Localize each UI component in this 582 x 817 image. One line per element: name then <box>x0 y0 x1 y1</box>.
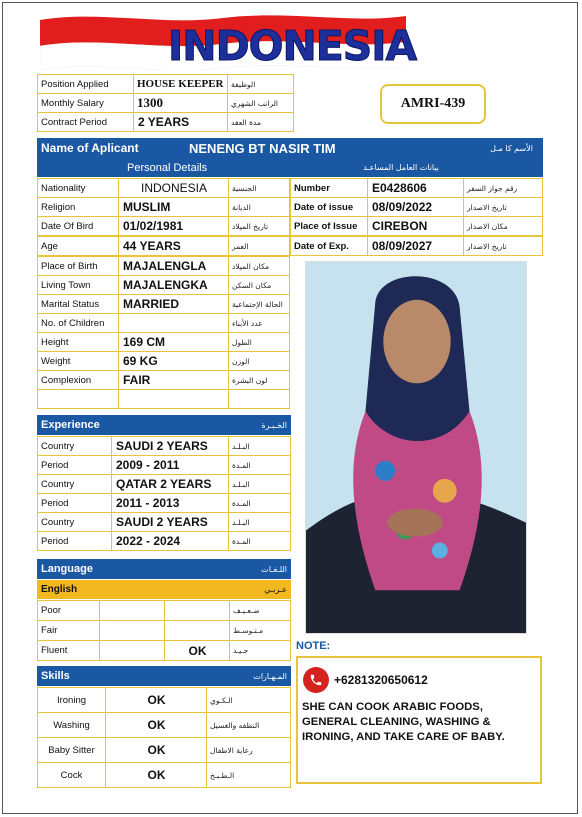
personal-row-arabic: تاريخ الميلاد <box>228 216 290 236</box>
skill-row-label: Ironing <box>37 687 106 713</box>
passport-row-value: 08/09/2022 <box>367 197 464 217</box>
personal-row-empty <box>118 389 229 409</box>
position-arabic: الوظيفة <box>227 74 294 94</box>
personal-row-value: MARRIED <box>118 294 229 314</box>
skill-row-value: OK <box>105 737 207 763</box>
language-row-label: Poor <box>37 600 100 621</box>
personal-row-value: 169 CM <box>118 332 229 352</box>
applicant-name-arabic: الأسم كا مـل <box>490 143 533 153</box>
experience-row-value: 2009 - 2011 <box>111 455 229 475</box>
applicant-name-row <box>37 138 543 158</box>
experience-row-label: Country <box>37 512 112 532</box>
passport-row-label: Date of issue <box>290 197 368 217</box>
language-row-value <box>164 600 230 621</box>
contract-label: Contract Period <box>37 112 134 132</box>
applicant-name-value: NENENG BT NASIR TIM <box>189 140 336 156</box>
passport-row-label: Place of Issue <box>290 216 368 236</box>
language-row-value: OK <box>164 640 230 661</box>
personal-row-arabic: مكان السكن <box>228 275 290 295</box>
skill-row-label: Baby Sitter <box>37 737 106 763</box>
salary-arabic: الراتب الشهري <box>227 93 294 113</box>
experience-row-value: SAUDI 2 YEARS <box>111 512 229 532</box>
personal-row-arabic: لون البشرة <box>228 370 290 390</box>
experience-row-arabic: البـلـد <box>228 474 291 494</box>
personal-row-arabic: مكان الميلاد <box>228 256 290 276</box>
personal-row-value: MUSLIM <box>118 197 229 217</box>
note-text: SHE CAN COOK ARABIC FOODS, GENERAL CLEANING, WASHING & IRONING, AND TAKE CARE OF BABY. <box>302 701 505 743</box>
skill-row-value: OK <box>105 687 207 713</box>
passport-row-arabic: تاريخ الاصدار <box>463 236 543 256</box>
language-title-arabic: اللـغـات <box>261 564 287 574</box>
language-row-arabic: جـيـد <box>229 640 291 661</box>
passport-row-value: CIREBON <box>367 216 464 236</box>
personal-row-label: Date Of Bird <box>37 216 119 236</box>
experience-row-arabic: المـدة <box>228 531 291 551</box>
personal-row-label: Religion <box>37 197 119 217</box>
experience-row-value: 2022 - 2024 <box>111 531 229 551</box>
skill-row-label: Cock <box>37 762 106 788</box>
passport-row-value: 08/09/2027 <box>367 236 464 256</box>
contract-arabic: مدة العقد <box>227 112 294 132</box>
skills-header <box>37 666 291 686</box>
personal-row-label: Nationality <box>37 178 119 198</box>
experience-row-value: SAUDI 2 YEARS <box>111 436 229 456</box>
experience-row-label: Period <box>37 493 112 513</box>
salary-label: Monthly Salary <box>37 93 134 113</box>
personal-details-label: Personal Details <box>127 161 208 174</box>
language-header <box>37 559 291 579</box>
skill-row-arabic: الـطـبـخ <box>206 762 291 788</box>
personal-row-label: Complexion <box>37 370 119 390</box>
skill-row-label: Washing <box>37 712 106 738</box>
personal-row-value: FAIR <box>118 370 229 390</box>
experience-title: Experience <box>41 419 100 431</box>
personal-row-arabic: العمر <box>228 236 290 256</box>
language-row-blank <box>99 640 165 661</box>
personal-row-arabic: الجنسية <box>228 178 290 198</box>
skill-row-arabic: النظفه والغسيل <box>206 712 291 738</box>
personal-row-value <box>118 313 229 333</box>
personal-row-value: MAJALENGLA <box>118 256 229 276</box>
position-label: Position Applied <box>37 74 134 94</box>
personal-row-value: INDONESIA <box>118 178 229 198</box>
personal-row-value: 01/02/1981 <box>118 216 229 236</box>
personal-row-value: MAJALENGKA <box>118 275 229 295</box>
personal-row-arabic: الوزن <box>228 351 290 371</box>
experience-row-label: Country <box>37 474 112 494</box>
experience-row-label: Period <box>37 455 112 475</box>
personal-row-value: 44 YEARS <box>118 236 229 256</box>
language-row-blank <box>99 620 165 641</box>
personal-row-empty <box>37 389 119 409</box>
passport-row-value: E0428606 <box>367 178 464 198</box>
personal-row-arabic: الحالة الإجتماعية <box>228 294 290 314</box>
personal-row-arabic: عدد الأبناء <box>228 313 290 333</box>
passport-row-label: Date of Exp. <box>290 236 368 256</box>
personal-row-label: Living Town <box>37 275 119 295</box>
phone-number: +6281320650612 <box>334 673 428 687</box>
language-row-blank <box>99 600 165 621</box>
reference-code: AMRI-439 <box>380 84 486 124</box>
note-label: NOTE: <box>296 640 331 652</box>
experience-row-label: Period <box>37 531 112 551</box>
experience-title-arabic: الخـبـرة <box>261 420 287 430</box>
passport-row-label: Number <box>290 178 368 198</box>
personal-row-arabic: الطول <box>228 332 290 352</box>
skill-row-arabic: الـكـوي <box>206 687 291 713</box>
personal-row-label: Place of Birth <box>37 256 119 276</box>
language-row-arabic: مـتـوسـط <box>229 620 291 641</box>
personal-row-label: No. of Children <box>37 313 119 333</box>
passport-row-arabic: مكان الاصدار <box>463 216 543 236</box>
experience-row-arabic: المـدة <box>228 493 291 513</box>
language-english-band <box>37 580 291 599</box>
personal-row-arabic: الديانة <box>228 197 290 217</box>
skill-row-value: OK <box>105 712 207 738</box>
skill-row-value: OK <box>105 762 207 788</box>
experience-row-value: 2011 - 2013 <box>111 493 229 513</box>
experience-row-value: QATAR 2 YEARS <box>111 474 229 494</box>
personal-details-arabic: بيانات العامل المساعـد <box>363 163 439 172</box>
skills-title-arabic: المـهـارات <box>253 671 287 681</box>
phone-icon <box>303 667 329 693</box>
experience-header <box>37 415 291 435</box>
position-value: HOUSE KEEPER <box>133 74 228 94</box>
language-row-label: Fluent <box>37 640 100 661</box>
personal-row-label: Marital Status <box>37 294 119 314</box>
language-row-label: Fair <box>37 620 100 641</box>
experience-row-label: Country <box>37 436 112 456</box>
personal-row-label: Height <box>37 332 119 352</box>
skills-title: Skills <box>41 670 70 682</box>
applicant-name-label: Name of Aplicant <box>41 141 139 155</box>
contract-value: 2 YEARS <box>133 112 228 132</box>
experience-row-arabic: البـلـد <box>228 512 291 532</box>
experience-row-arabic: البـلـد <box>228 436 291 456</box>
personal-row-label: Weight <box>37 351 119 371</box>
personal-row-label: Age <box>37 236 119 256</box>
language-band-arabic: عـربـي <box>264 585 287 594</box>
passport-row-arabic: تاريخ الاصدار <box>463 197 543 217</box>
language-row-value <box>164 620 230 641</box>
personal-row-empty <box>228 389 290 409</box>
personal-row-value: 69 KG <box>118 351 229 371</box>
language-title: Language <box>41 563 93 575</box>
experience-row-arabic: المـدة <box>228 455 291 475</box>
language-row-arabic: ضـعـيـف <box>229 600 291 621</box>
skill-row-arabic: رعاية الاطفال <box>206 737 291 763</box>
language-band-label: English <box>41 584 78 595</box>
salary-value: 1300 <box>133 93 228 113</box>
personal-details-header <box>37 158 543 177</box>
page-title: INDONESIA <box>168 22 417 70</box>
applicant-photo <box>305 261 527 634</box>
passport-row-arabic: رقم جواز السفر <box>463 178 543 198</box>
